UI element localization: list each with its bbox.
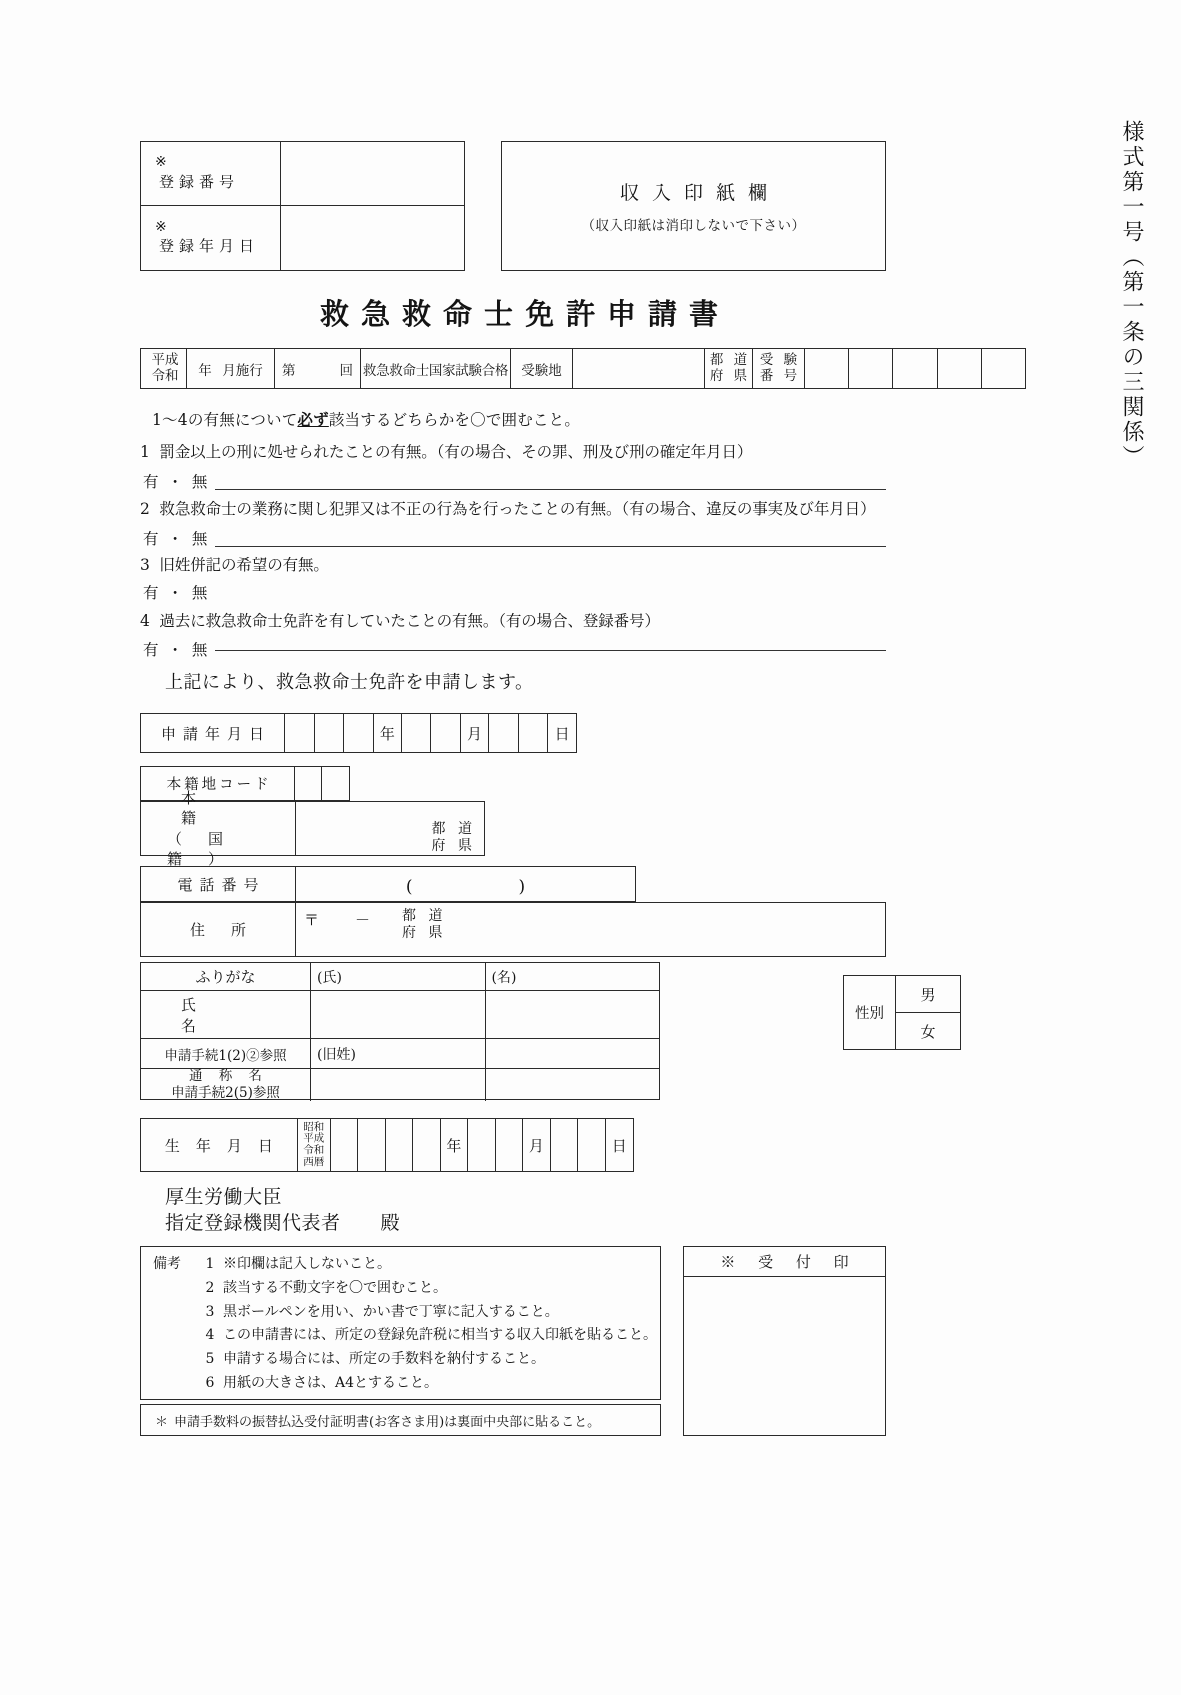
exam-info-row <box>140 348 1026 389</box>
furigana-given-cell[interactable]: (名) <box>491 969 517 986</box>
birthdate-row <box>140 1118 634 1172</box>
application-month-digit[interactable] <box>402 714 432 752</box>
registration-date-label: ※ 登録年月日 <box>141 206 281 270</box>
alias-given-input[interactable] <box>486 1069 660 1101</box>
question-2-answer[interactable]: 有 ・ 無 <box>143 530 210 548</box>
exam-year-month-label: 年 月施行 <box>187 349 275 388</box>
old-surname-row <box>141 1039 659 1069</box>
receipt-stamp-title: ※ 受 付 印 <box>684 1247 885 1277</box>
exam-pass-label: 救急救命士国家試験合格 <box>361 349 511 388</box>
furigana-row <box>141 963 659 991</box>
exam-ordinal-label: 第 回 <box>275 349 361 388</box>
question-2-writeline[interactable] <box>215 546 886 547</box>
birthdate-label: 生年月日 <box>141 1119 298 1171</box>
birth-day-digit[interactable] <box>578 1119 605 1171</box>
birth-year-unit: 年 <box>441 1119 468 1171</box>
question-1-writeline[interactable] <box>215 489 886 490</box>
application-day-digit[interactable] <box>519 714 549 752</box>
question-4-writeline[interactable] <box>215 650 886 651</box>
domicile-input[interactable]: 都 道 府 県 <box>431 821 476 855</box>
birth-year-digit[interactable] <box>358 1119 385 1171</box>
postal-code-label: 〒 － <box>304 911 373 929</box>
application-date-label: 申請年月日 <box>141 714 285 752</box>
questions-instruction: 1～4の有無について必ず該当するどちらかを〇で囲むこと。 <box>152 410 581 429</box>
month-unit: 月 <box>461 714 489 752</box>
application-date-digit[interactable] <box>344 714 374 752</box>
application-month-digit[interactable] <box>431 714 461 752</box>
domicile-code-digit[interactable] <box>295 767 322 800</box>
gender-box <box>843 975 961 1050</box>
application-date-digit[interactable] <box>315 714 345 752</box>
given-name-input[interactable] <box>486 991 660 1038</box>
exam-place-label: 受験地 <box>511 349 573 388</box>
question-4: 4 過去に救急救命士免許を有していたことの有無。（有の場合、登録番号） <box>140 612 660 630</box>
name-row <box>141 991 659 1039</box>
prefecture-label: 都 道 府 県 <box>705 349 753 388</box>
name-label: 氏 名 <box>141 991 311 1038</box>
question-1-answer[interactable]: 有 ・ 無 <box>143 473 210 491</box>
question-4-answer[interactable]: 有 ・ 無 <box>143 641 210 659</box>
revenue-stamp-title: 収入印紙欄 <box>619 182 780 204</box>
addressee-honorific: 殿 <box>380 1211 401 1234</box>
birth-year-digit[interactable] <box>413 1119 440 1171</box>
birth-day-unit: 日 <box>611 1136 627 1155</box>
registration-number-row <box>141 142 464 206</box>
surname-input[interactable] <box>311 991 486 1038</box>
gender-label: 性別 <box>844 976 896 1049</box>
address-row <box>140 902 886 957</box>
exam-number-label: 受 験 番 号 <box>753 349 805 388</box>
addressee-line-2: 指定登録機関代表者 殿 <box>165 1211 401 1234</box>
address-prefecture-label: 都 道 府 県 <box>402 908 447 941</box>
remarks-item: 5 申請する場合には、所定の手数料を納付すること。 <box>205 1351 545 1368</box>
footnote-box <box>140 1404 661 1436</box>
remarks-label: 備考 <box>153 1256 181 1272</box>
telephone-input[interactable]: ( ) <box>405 876 550 897</box>
registration-date-input[interactable] <box>281 206 464 270</box>
addressee-block <box>165 1185 400 1236</box>
birth-month-digit[interactable] <box>468 1119 495 1171</box>
declaration-text: 上記により、救急救命士免許を申請します。 <box>165 672 534 693</box>
exam-place-input[interactable] <box>573 349 705 388</box>
exam-number-digit[interactable] <box>849 349 893 388</box>
remarks-item: 6 用紙の大きさは、A4とすること。 <box>205 1374 439 1391</box>
furigana-surname-cell[interactable]: (氏) <box>311 963 486 990</box>
exam-number-digit[interactable] <box>893 349 937 388</box>
question-2: 2 救急救命士の業務に関し犯罪又は不正の行為を行ったことの有無。（有の場合、違反の事実及び年月日） <box>140 500 876 518</box>
registration-table <box>140 141 465 271</box>
gender-male-option[interactable]: 男 <box>896 976 960 1013</box>
receipt-stamp-box <box>683 1246 886 1436</box>
domicile-label: 本 籍 （国 籍） <box>141 802 296 855</box>
question-1: 1 罰金以上の刑に処せられたことの有無。（有の場合、その罪、刑及び刑の確定年月日） <box>140 443 753 461</box>
exam-number-digit[interactable] <box>982 349 1025 388</box>
application-day-digit[interactable] <box>489 714 519 752</box>
remarks-item: 2 該当する不動文字を〇で囲むこと。 <box>205 1279 447 1296</box>
remarks-item: 備考 1 ※印欄は記入しないこと。 <box>141 1256 660 1273</box>
asterisk-mark: ※ <box>155 154 167 171</box>
telephone-label: 電話番号 <box>141 867 296 901</box>
year-unit: 年 <box>374 714 402 752</box>
name-table <box>140 962 660 1100</box>
application-date-digit[interactable] <box>285 714 315 752</box>
day-unit: 日 <box>554 724 570 743</box>
domicile-row <box>140 789 485 868</box>
registration-number-input[interactable] <box>281 142 464 205</box>
alias-label: 通 称 名 申請手続2(5)参照 <box>141 1069 311 1101</box>
old-surname-input[interactable]: (旧姓) <box>311 1039 486 1068</box>
page-title: 救急救命士免許申請書 <box>319 297 730 331</box>
addressee-line-1: 厚生労働大臣 <box>165 1186 283 1208</box>
question-3: 3 旧姓併記の希望の有無。 <box>140 556 329 574</box>
remarks-item: 4 この申請書には、所定の登録免許税に相当する収入印紙を貼ること。 <box>205 1327 657 1344</box>
domicile-code-label: 本籍地コード <box>141 767 295 800</box>
registration-number-label: ※ 登録番号 <box>141 142 281 205</box>
instruction-emphasis: 必ず <box>297 410 329 429</box>
receipt-stamp-area[interactable] <box>684 1277 885 1435</box>
alias-surname-input[interactable] <box>311 1069 486 1101</box>
form-code-label: 様式第一号（第一条の三関係） <box>1119 120 1144 470</box>
gender-female-option[interactable]: 女 <box>920 1022 936 1041</box>
question-3-answer[interactable]: 有 ・ 無 <box>143 584 210 602</box>
footnote-text: 申請手数料の振替払込受付証明書(お客さま用)は裏面中央部に貼ること。 <box>174 1414 601 1430</box>
domicile-code-digit[interactable] <box>322 767 349 800</box>
alias-row <box>141 1069 659 1101</box>
address-label: 住所 <box>141 903 296 956</box>
exam-number-digit[interactable] <box>938 349 982 388</box>
birth-day-digit[interactable] <box>551 1119 578 1171</box>
birth-month-digit[interactable] <box>496 1119 523 1171</box>
furigana-label: ふりがな <box>141 963 311 990</box>
application-date-row <box>140 713 577 753</box>
exam-number-digit[interactable] <box>805 349 849 388</box>
asterisk-mark: ＊ <box>155 1414 169 1430</box>
old-surname-label: 申請手続1(2)②参照 <box>141 1039 311 1068</box>
remarks-box <box>140 1246 661 1400</box>
revenue-stamp-note: （収入印紙は消印しないで下さい） <box>581 218 806 234</box>
exam-era-label: 平成 令和 <box>141 349 187 388</box>
asterisk-mark: ※ <box>155 218 167 235</box>
registration-date-row <box>141 206 464 270</box>
birthdate-era-options[interactable]: 昭和 平成 令和 西暦 <box>298 1119 331 1171</box>
telephone-row <box>140 866 636 902</box>
birth-year-digit[interactable] <box>331 1119 358 1171</box>
old-given-input[interactable] <box>486 1039 660 1068</box>
address-input[interactable] <box>296 903 885 956</box>
birth-year-digit[interactable] <box>386 1119 413 1171</box>
gender-options <box>896 976 960 1049</box>
birth-month-unit: 月 <box>523 1119 550 1171</box>
revenue-stamp-box <box>501 141 886 271</box>
remarks-item: 3 黒ボールペンを用い、かい書で丁寧に記入すること。 <box>205 1303 559 1320</box>
